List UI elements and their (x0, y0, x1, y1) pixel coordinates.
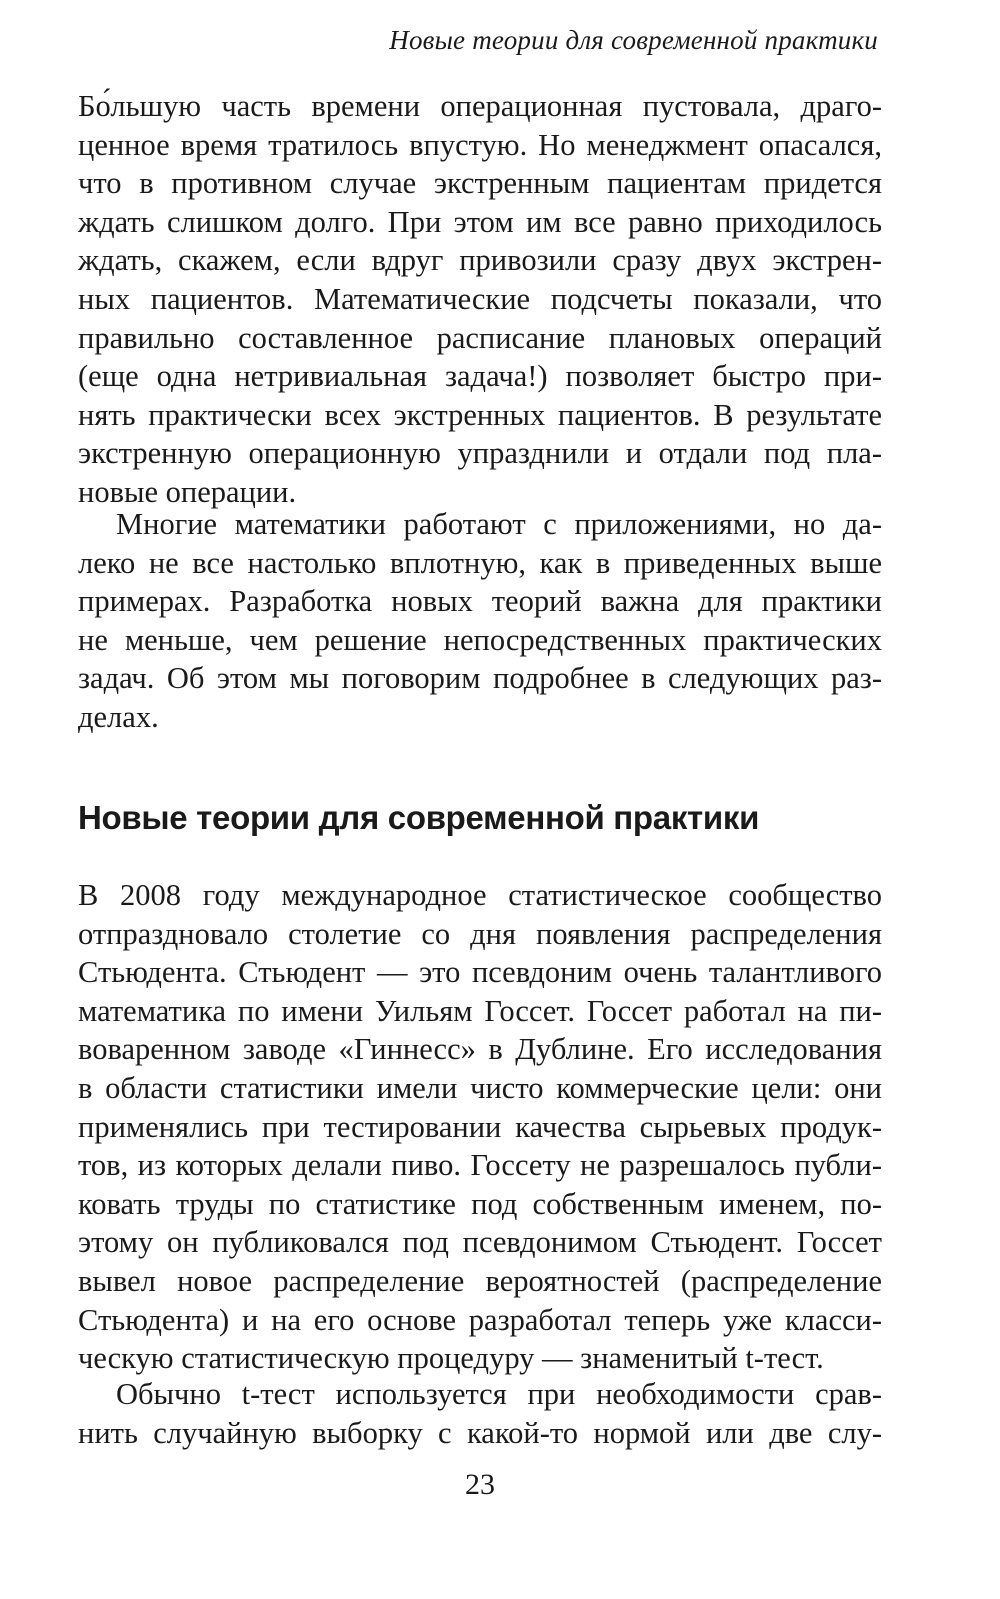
text-line: делах. (78, 699, 159, 734)
text-line: В 2008 году международное статистическое сообщество (78, 878, 882, 912)
text-line: Обычно t-тест используется при необходимости срав- (116, 1377, 882, 1411)
text-line: Многие математики работают с приложениями, но да- (116, 507, 882, 541)
text-line: ческую статистическую процедуру — знаменитый t-тест. (78, 1341, 824, 1376)
running-head: Новые теории для современной практики (389, 25, 878, 55)
text-line: не меньше, чем решение непосредственных практических (78, 622, 882, 657)
page-number: 23 (465, 1468, 495, 1501)
text-line: правильно составленное расписание плановых операций (78, 320, 882, 355)
text-line: ценное время тратилось впустую. Но менеджмент опасался, (78, 127, 882, 162)
text-line: Стьюдента. Стьюдент — это псевдоним очень талантливого (78, 955, 882, 990)
text-line: ных пациентов. Математические подсчеты показали, что (78, 281, 882, 316)
text-line: математика по имени Уильям Госсет. Госсет работал на пи- (78, 993, 882, 1028)
text-line: этому он публиковался под псевдонимом Стьюдент. Госсет (78, 1225, 882, 1260)
text-line: (еще одна нетривиальная задача!) позволяет быстро при- (78, 359, 882, 394)
text-line: отпраздновало столетие со дня появления распределения (78, 916, 882, 951)
text-line: задач. Об этом мы поговорим подробнее в следующих раз- (78, 661, 882, 696)
text-line: Бо́льшую часть времени операционная пустовала, драго- (78, 89, 882, 123)
paragraph-applications (78, 505, 882, 737)
text-line: в области статистики имели чисто коммерческие цели: они (78, 1070, 882, 1105)
text-line: что в противном случае экстренным пациентам придется (78, 166, 882, 201)
section-heading: Новые теории для современной практики (78, 799, 760, 836)
paragraph-student-distribution (78, 876, 882, 1378)
text-line: ждать, скажем, если вдруг привозили сразу двух экстрен- (78, 243, 882, 278)
text-line: тов, из которых делали пиво. Госсету не разрешалось публи- (78, 1148, 882, 1183)
text-line: нять практически всех экстренных пациентов. В результате (78, 397, 882, 432)
text-line: ковать труды по статистике под собственным именем, по- (78, 1186, 882, 1221)
text-line: экстренную операционную упразднили и отдали под пла- (78, 436, 882, 471)
paragraph-t-test (78, 1375, 882, 1452)
text-line: леко не все настолько вплотную, как в приведенных выше (78, 545, 882, 580)
text-line: новые операции. (78, 474, 297, 509)
text-line: вывел новое распределение вероятностей (распределение (78, 1263, 882, 1298)
text-line: ждать слишком долго. При этом им все равно приходилось (78, 204, 882, 239)
text-line: применялись при тестировании качества сырьевых продук- (78, 1109, 882, 1144)
text-line: Стьюдента) и на его основе разработал теперь уже класси- (78, 1302, 882, 1337)
text-line: воваренном заводе «Гиннесс» в Дублине. Его исследования (78, 1032, 882, 1067)
text-line: примерах. Разработка новых теорий важна для практики (78, 584, 882, 619)
paragraph-operating-room (78, 87, 882, 512)
text-line: нить случайную выборку с какой-то нормой или две слу- (78, 1415, 882, 1450)
